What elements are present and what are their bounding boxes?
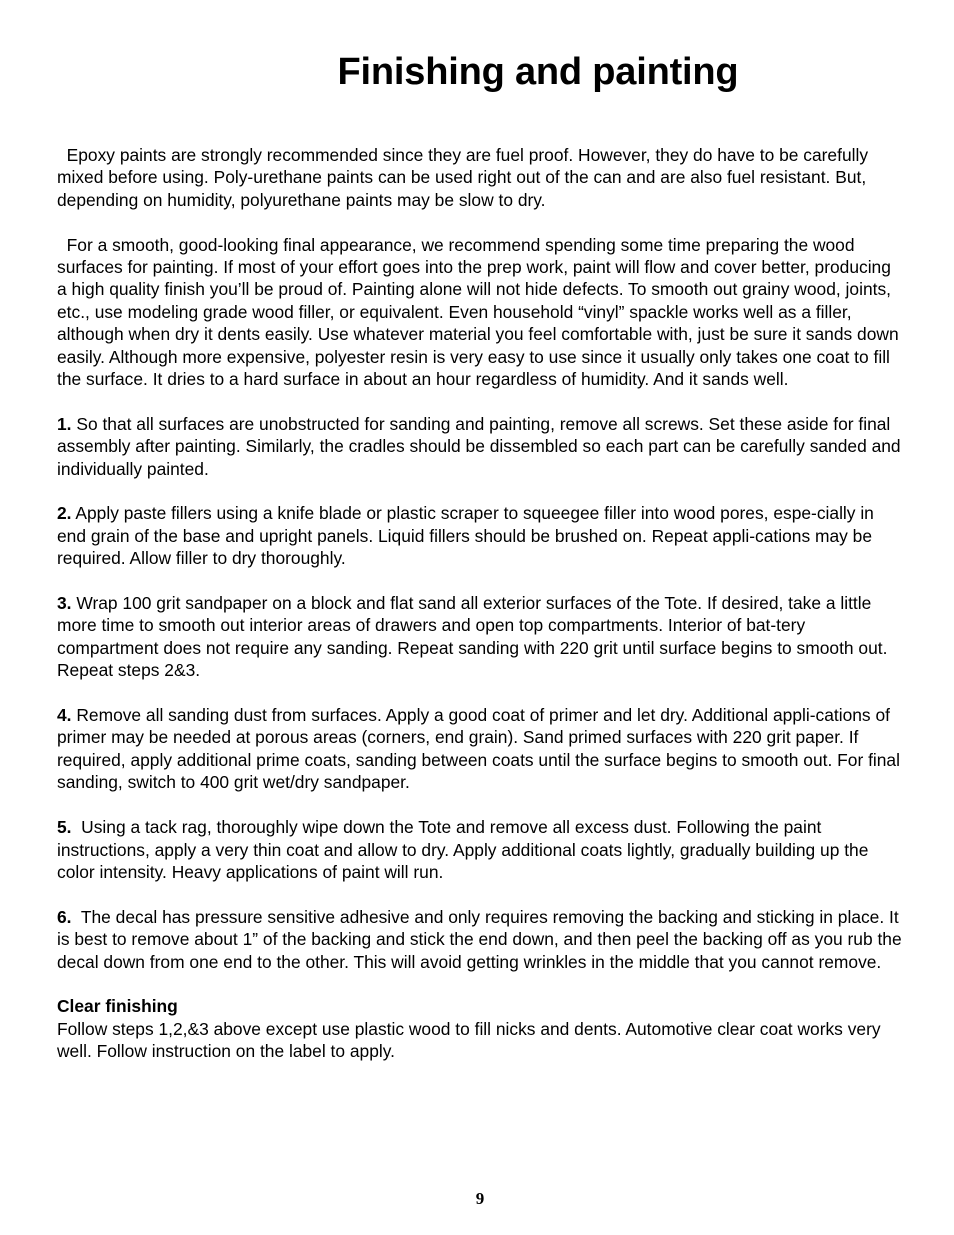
step-1	[57, 413, 902, 480]
step-number: 3.	[57, 593, 72, 614]
intro-paragraph-1: Epoxy paints are strongly recommended since they are fuel proof. However, they do have to be carefully mixed before using. Poly-urethane paints can be used right out of the can and are also fuel resistant. But, depending on humidity, polyurethane paints may be slow to dry.	[57, 145, 869, 210]
clear-finishing-text: Follow steps 1,2,&3 above except use plastic wood to fill nicks and dents. Automotive clear coat works very well. Follow instruction on the label to apply.	[57, 1018, 881, 1062]
step-number: 6.	[57, 906, 72, 927]
page-title: Finishing and painting	[337, 51, 739, 93]
step-number: 2.	[57, 503, 72, 524]
step-text: Wrap 100 grit sandpaper on a block and flat sand all exterior surfaces of the Tote. If desired, take a little more time to smooth out interior areas of drawers and open top compartments. Interior of bat-tery compartment does not require any sanding. Repeat sanding with 220 grit until surface begins to smooth out. Repeat steps 2&3.	[57, 593, 888, 681]
step-2	[57, 502, 902, 569]
body-text	[57, 144, 902, 1085]
intro-paragraph-2: For a smooth, good-looking final appearance, we recommend spending some time preparing the wood surfaces for painting. If most of your effort goes into the prep work, paint will flow and cover better, producing a high quality finish you’ll be proud of. Painting alone will not hide defects. To smooth out grainy wood, joints, etc., use modeling grade wood filler, or equivalent. Even household “vinyl” spackle works well as a filler, although when dry it dents easily. Use whatever material you feel comfortable with, just be sure it sands down easily. Although more expensive, polyester resin is very easy to use since it usually only takes one coat to fill the surface. It dries to a hard surface in about an hour regardless of humidity. And it sands well.	[57, 234, 899, 390]
step-number: 5.	[57, 817, 72, 838]
step-text: Apply paste fillers using a knife blade or plastic scraper to squeegee filler into wood pores, espe-cially in end grain of the base and upright panels. Liquid fillers should be brushed on. Repeat appli-cations may be required. Allow filler to dry thoroughly.	[57, 503, 874, 569]
step-3	[57, 592, 902, 682]
clear-finishing-heading: Clear finishing	[57, 996, 178, 1017]
step-number: 1.	[57, 413, 72, 434]
step-text: Remove all sanding dust from surfaces. Apply a good coat of primer and let dry. Additional appli-cations of primer may be needed at porous areas (corners, end grain). Sand primed surfaces with 220 grit paper. If required, apply additional prime coats, sanding between coats until the surface begins to smooth out. For final sanding, switch to 400 grit wet/dry sandpaper.	[57, 705, 900, 793]
step-text: The decal has pressure sensitive adhesive and only requires removing the backing and sticking in place. It is best to remove about 1” of the backing and stick the end down, and then peel the backing off as you rub the decal down from one end to the other. This will avoid getting wrinkles in the middle that you cannot remove.	[57, 906, 902, 972]
step-5	[57, 816, 902, 883]
step-6	[57, 906, 902, 973]
step-4	[57, 704, 902, 794]
step-text: Using a tack rag, thoroughly wipe down the Tote and remove all excess dust. Following the paint instructions, apply a very thin coat and allow to dry. Apply additional coats lightly, gradually building up the color intensity. Heavy applications of paint will run.	[57, 817, 869, 882]
page-number: 9	[475, 1189, 485, 1208]
step-text: So that all surfaces are unobstructed for sanding and painting, remove all screws. Set these aside for final assembly after painting. Similarly, the cradles should be dissembled so each part can be carefully sanded and individually painted.	[57, 413, 901, 479]
step-number: 4.	[57, 705, 72, 726]
